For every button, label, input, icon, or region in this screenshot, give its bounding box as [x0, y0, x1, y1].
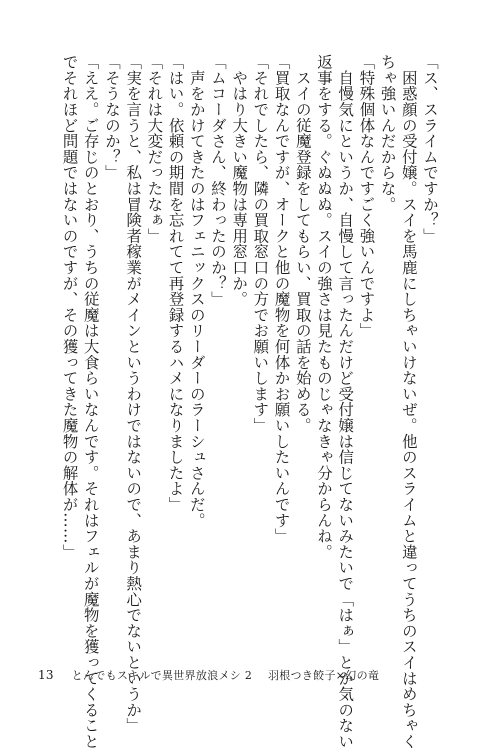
text-line: 「そうなのか？」 — [102, 54, 121, 181]
text-line: やはり大きい魔物は専用窓口か。 — [230, 54, 249, 307]
text-line: 「特殊個体なんですごく強いんですよ」 — [357, 54, 376, 339]
text-line: 「ムコーダさん、終わったのか？」 — [208, 54, 227, 307]
book-subtitle: 羽根つき餃子×幻の竜 — [267, 669, 380, 682]
book-title: とんでもスキルで異世界放浪メシ 2 — [71, 669, 253, 682]
text-line: ちゃ強いんだからな。 — [378, 54, 397, 212]
text-line: 返事をする。ぐぬぬぬ。スイの強さは見たものじゃなきゃ分からんね。 — [314, 54, 333, 560]
text-line: 自慢気にというか、自慢して言ったんだけど受付嬢は信じてないみたいで「はぁ」とか気のない — [336, 54, 355, 749]
text-line: 「買取なんですが、オークと他の魔物を何体かお願いしたいんです」 — [272, 54, 291, 544]
text-line: 声をかけてきたのはフェニックスのリーダーのラーシュさんだ。 — [187, 54, 206, 528]
page-footer — [38, 667, 379, 683]
text-line: でそれほど問題ではないのですが、その獲ってきた魔物の解体が……」 — [60, 54, 79, 560]
text-line: 「はい。依頼の期間を忘れてて再登録するハメになりましたよ」 — [166, 54, 185, 513]
text-line: 「それでしたら、隣の買取窓口の方でお願いします」 — [251, 54, 270, 434]
text-line: 「それは大変だったなぁ」 — [145, 54, 164, 244]
text-line: 「実を言うと、私は冒険者稼業がメインというわけではないので、あまり熱心でないというか」 — [124, 54, 143, 734]
text-line: 困惑顔の受付嬢。スイを馬鹿にしちゃいけないぜ。他のスライムと違ってうちのスイはめちゃく — [399, 54, 418, 749]
text-line: スイの従魔登録をしてもらい、買取の話を始める。 — [293, 54, 312, 434]
text-line: 「ス、スライムですか？」 — [421, 54, 439, 244]
text-line: 「ええ。ご存じのとおり、うちの従魔は大食らいなんです。それはフェルが魔物を獲ってくること — [81, 54, 100, 749]
page-number: 13 — [38, 668, 54, 682]
